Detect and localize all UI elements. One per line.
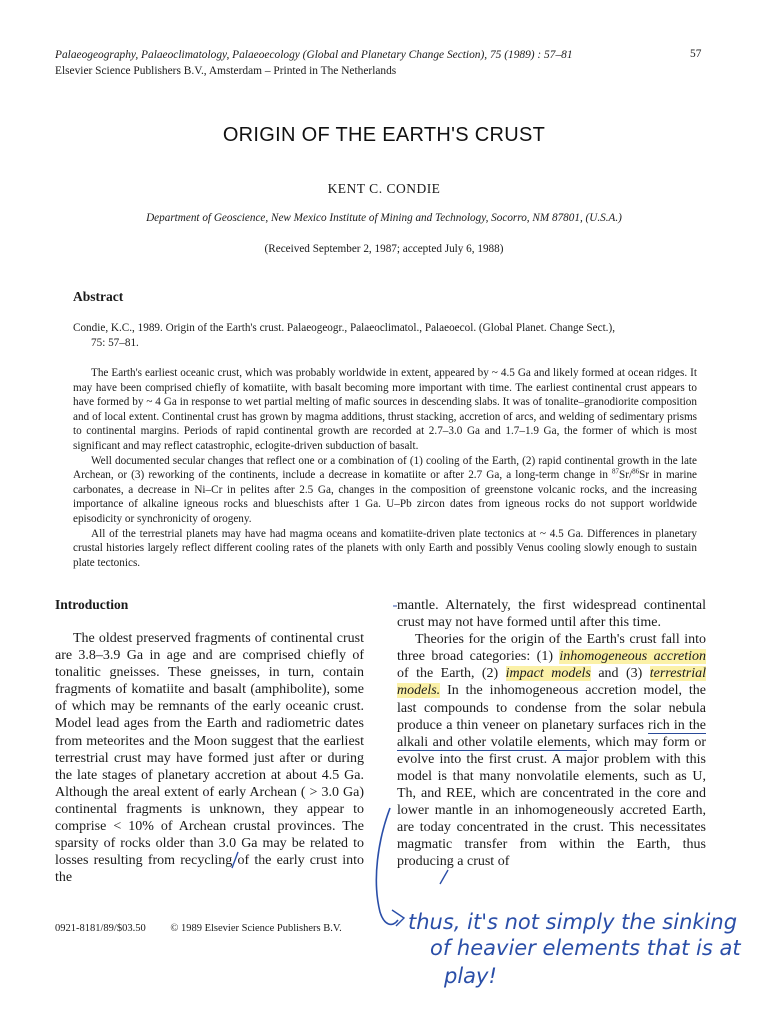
handwritten-note-line-2: of heavier elements that is at <box>430 936 741 960</box>
highlight-impact-models: impact models <box>505 666 591 682</box>
intro-p2-text-b: of the Earth, (2) <box>397 666 506 682</box>
abstract-paragraph-3: All of the terrestrial planets may have had magma oceans and komatiite-driven plate tectonics at ~ 4.5 Ga. Differences in planetary crustal histories largely reflect different cooling rates of the planets with only Earth and possibly Venus cooling slowly enough to sustain plate tectonics. <box>73 527 697 569</box>
author-name: KENT C. CONDIE <box>327 181 441 196</box>
handwritten-note-line-1: thus, it's not simply the sinking <box>408 910 738 934</box>
intro-p2-text-d: In the inhomogeneous accretion model, the last compounds to condense from the solar nebula produce a thin veneer on planetary surfaces <box>397 683 706 733</box>
isotope-86: 86 <box>632 467 640 476</box>
paper-title: ORIGIN OF THE EARTH'S CRUST <box>222 124 546 146</box>
intro-paragraph-1: The oldest preserved fragments of continental crust are 3.8–3.9 Ga in age and are comprised chiefly of tonalitic gneisses. These gneisses, in turn, contain fragments of komatiite and basalt (amphibolite), some of which may be remnants of the early oceanic crust. Model lead ages from the Earth and radiometric dates from meteorites and the Moon suggest that the earliest terrestrial crust may have formed just after or during the late stages of planetary accretion at about 4.5 Ga. Although the areal extent of early Archean ( > 3.0 Ga) continental fragments is unknown, they appear to comprise < 10% of Archean crustal provinces. The sparsity of rocks older than 3.0 Ga may be related to losses resulting from recycling of the early crust into the <box>55 631 364 886</box>
margin-bracket-mark <box>376 808 398 924</box>
strike-mark-right <box>440 870 448 884</box>
journal-citation: Palaeogeography, Palaeoclimatology, Palaeoecology (Global and Planetary Change Section), 75 (1989) : 57–81 <box>55 49 573 61</box>
highlight-inhomogeneous-accretion: inhomogeneous accretion <box>559 649 706 665</box>
abstract-p2-text-c: Sr in marine carbonates, a decrease in Ni–Cr in pelites after 2.5 Ga, changes in the composition of greenstone volcanic rocks, and the increasing importance of alkaline igneous rocks and blueschists after 1 Ga. U–Pb zircon dates from igneous rocks do not support worldwide episodicity or synchronicity of orogeny. <box>73 469 697 525</box>
abstract-heading: Abstract <box>73 289 124 304</box>
intro-p2-text-e: , which may form or evolve into the first crust. A major problem with this model is that many nonvolatile elements, such as U, Th, and REE, which are concentrated in the core and lower mantle in an inhomogeneously accreted Earth, are today concentrated in the crust. This necessitates magmatic transfer from within the Earth, thus producing a crust of <box>397 734 706 870</box>
intro-p2-text-c: and (3) <box>590 666 650 682</box>
publisher-line: Elsevier Science Publishers B.V., Amsterdam – Printed in The Netherlands <box>55 65 397 77</box>
isotope-87: 87 <box>612 467 620 476</box>
handwritten-note-line-3: play! <box>444 964 497 988</box>
citation-line-2: 75: 57–81. <box>91 337 139 350</box>
intro-continuation: mantle. Alternately, the first widespread continental crust may not have formed until after this time. <box>397 598 706 631</box>
intro-p2-text-a: Theories for the origin of the Earth's crust fall into three broad categories: (1) <box>397 632 706 665</box>
author-affiliation: Department of Geoscience, New Mexico Institute of Mining and Technology, Socorro, NM 87801, (U.S.A.) <box>146 212 622 224</box>
citation-line-1: Condie, K.C., 1989. Origin of the Earth's crust. Palaeogeogr., Palaeoclimatol., Palaeoecol. (Global Planet. Change Sect.), <box>73 322 615 334</box>
strike-mark-left <box>232 852 238 868</box>
received-dates: (Received September 2, 1987; accepted July 6, 1988) <box>264 243 504 255</box>
footer-code: 0921-8181/89/$03.50 <box>55 923 146 934</box>
abstract-p2-text-a: Well documented secular changes that reflect one or a combination of (1) cooling of the Earth, (2) rapid continental growth in the late Archean, or (3) reworking of the continents, include a decrease in komatiite or after 2.7 Ga, a long-term change in <box>73 454 697 482</box>
abstract-p2-text-b: Sr/ <box>619 469 633 482</box>
page-number: 57 <box>690 48 702 60</box>
abstract-paragraph-1: The Earth's earliest oceanic crust, which was probably worldwide in extent, appeared by ~ 4.5 Ga and likely formed at ocean ridges. It may have been comprised chiefly of komatiite, with basalt becoming more important with time. The earliest continental crust appears to have formed by ~ 4 Ga in response to wet partial melting of mafic sources in descending slabs. It was of tonalite–granodiorite composition and of local extent. Continental crust has grown by magma additions, thrust stacking, accretion of arcs, and welding of sedimentary prisms to continental margins. Periods of rapid continental growth are recorded at 2.7–3.0 Ga and 1.7–1.9 Ga, the former of which is most significant and may reflect catastrophic, eclogite-driven subduction of basalt. <box>73 367 697 452</box>
footer-copyright: © 1989 Elsevier Science Publishers B.V. <box>170 923 342 934</box>
introduction-heading: Introduction <box>55 597 129 612</box>
underline-volatile-elements: rich in the alkali and other volatile elements <box>397 717 706 750</box>
highlight-terrestrial-models: terrestrial models. <box>397 666 706 699</box>
